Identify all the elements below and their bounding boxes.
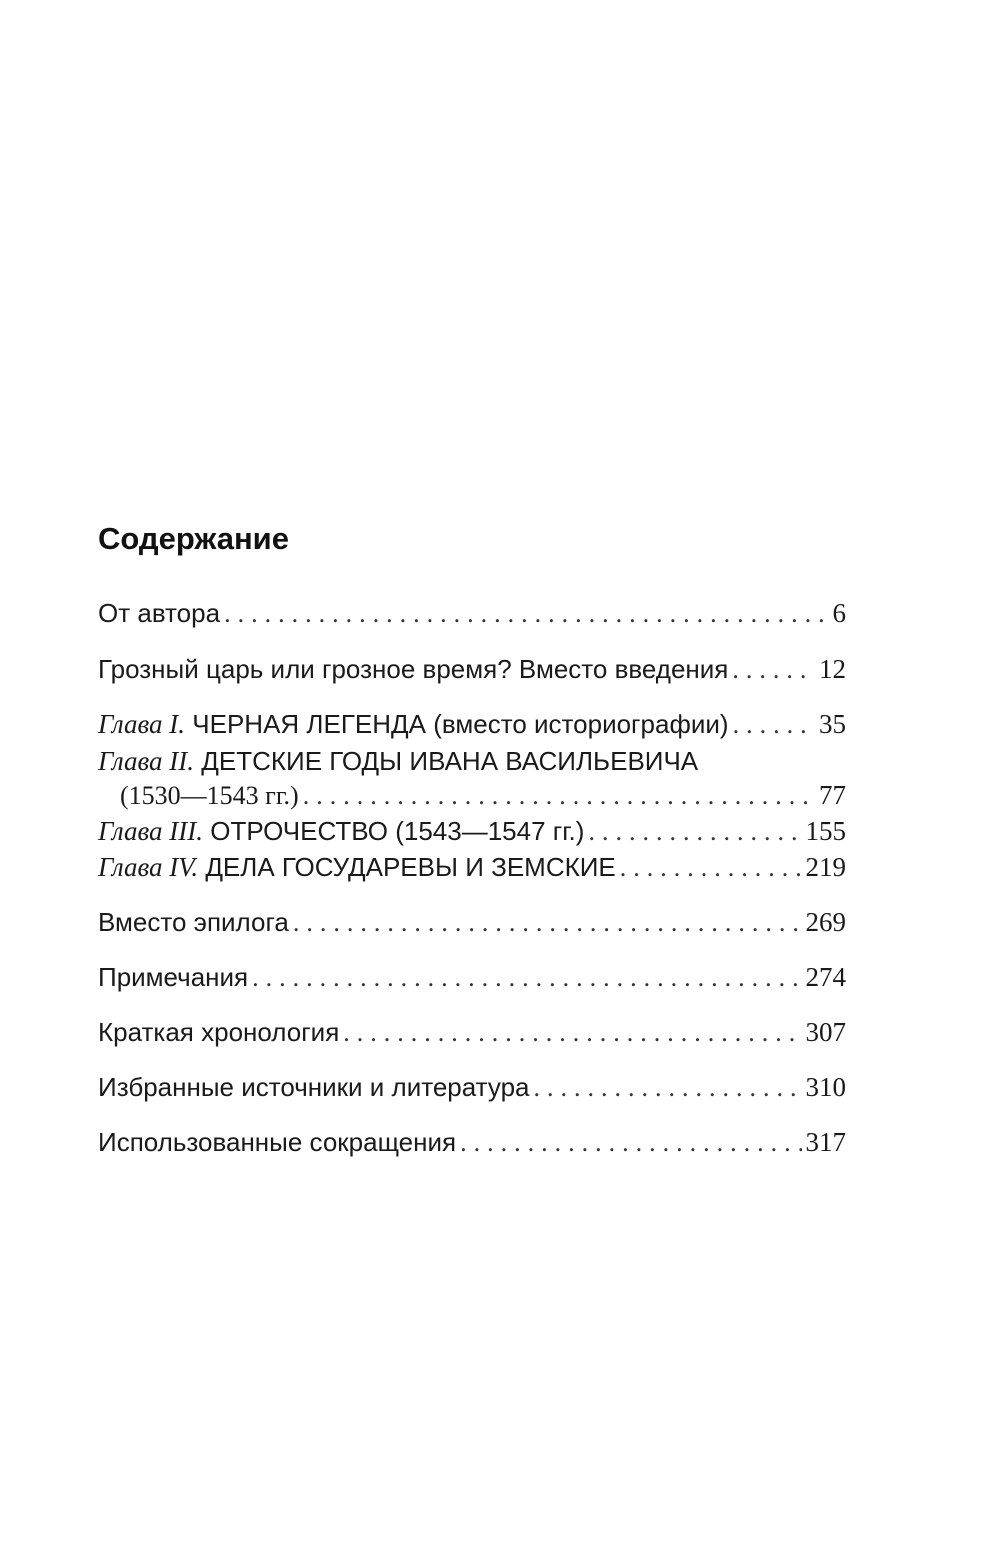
chapter-prefix: Глава II. <box>98 746 195 776</box>
toc-entry-chapter-1[interactable] <box>98 706 846 742</box>
dot-leader <box>620 850 802 886</box>
dot-leader <box>293 905 802 941</box>
toc-entry-label: От автора <box>98 598 221 628</box>
toc-entry-introduction[interactable] <box>98 651 846 687</box>
dot-leader <box>224 596 828 632</box>
toc-entry-from-author[interactable] <box>98 595 846 631</box>
toc-entry-label: Примечания <box>98 962 249 992</box>
toc-entry-label: Избранные источники и литература <box>98 1072 530 1102</box>
toc-entry-label-wrap <box>98 706 729 742</box>
toc-page-number: 310 <box>805 1072 846 1102</box>
toc-page-number: 219 <box>805 852 846 882</box>
toc-entry-epilogue[interactable] <box>98 904 846 940</box>
dot-leader <box>732 652 815 688</box>
dot-leader <box>534 1070 802 1106</box>
dot-leader <box>343 1015 801 1051</box>
chapter-prefix: Глава III. <box>98 816 204 846</box>
toc-page-number: 307 <box>805 1017 846 1047</box>
toc-page-number: 77 <box>819 780 846 810</box>
page-title: Содержание <box>98 521 289 556</box>
toc-entry-chapter-4[interactable] <box>98 849 846 885</box>
toc-entry-label-wrap <box>98 849 616 885</box>
toc-entry-label: ДЕЛА ГОСУДАРЕВЫ И ЗЕМСКИЕ <box>205 852 616 882</box>
dot-leader <box>303 778 815 814</box>
toc-entry-abbreviations[interactable] <box>98 1124 846 1160</box>
toc-entry-label: ОТРОЧЕСТВО (1543—1547 гг.) <box>210 816 585 846</box>
toc-entry-label-wrap <box>98 813 584 849</box>
toc-page-number: 155 <box>805 816 846 846</box>
toc-page-number: 35 <box>819 709 846 739</box>
toc-entry-label: ЧЕРНАЯ ЛЕГЕНДА (вместо историографии) <box>192 709 729 739</box>
toc-entry-dates: (1530—1543 гг.) <box>120 781 299 810</box>
toc-entry-label: Краткая хронология <box>98 1017 340 1047</box>
toc-page-number: 12 <box>819 654 846 684</box>
toc-page-number: 274 <box>805 962 846 992</box>
toc-entry-label: ДЕТСКИЕ ГОДЫ ИВАНА ВАСИЛЬЕВИЧА <box>201 746 699 776</box>
dot-leader <box>460 1125 801 1161</box>
toc-page-number: 269 <box>805 907 846 937</box>
toc-entry-notes[interactable] <box>98 959 846 995</box>
toc-entry-chronology[interactable] <box>98 1014 846 1050</box>
toc-entry-label: Использованные сокращения <box>98 1127 457 1157</box>
toc-entry-sources[interactable] <box>98 1069 846 1105</box>
chapter-prefix: Глава I. <box>98 709 186 739</box>
toc-entry-label: Вместо эпилога <box>98 907 289 937</box>
chapter-prefix: Глава IV. <box>98 852 199 882</box>
toc-page-number: 317 <box>805 1127 846 1157</box>
dot-leader <box>733 707 815 743</box>
toc-page-number: 6 <box>832 598 846 628</box>
toc-entry-chapter-2-continuation[interactable] <box>120 777 846 813</box>
toc-entry-chapter-2[interactable] <box>98 743 698 779</box>
dot-leader <box>588 814 801 850</box>
toc-entry-label: Грозный царь или грозное время? Вместо введения <box>98 654 729 684</box>
toc-entry-chapter-3[interactable] <box>98 813 846 849</box>
dot-leader <box>252 960 801 996</box>
